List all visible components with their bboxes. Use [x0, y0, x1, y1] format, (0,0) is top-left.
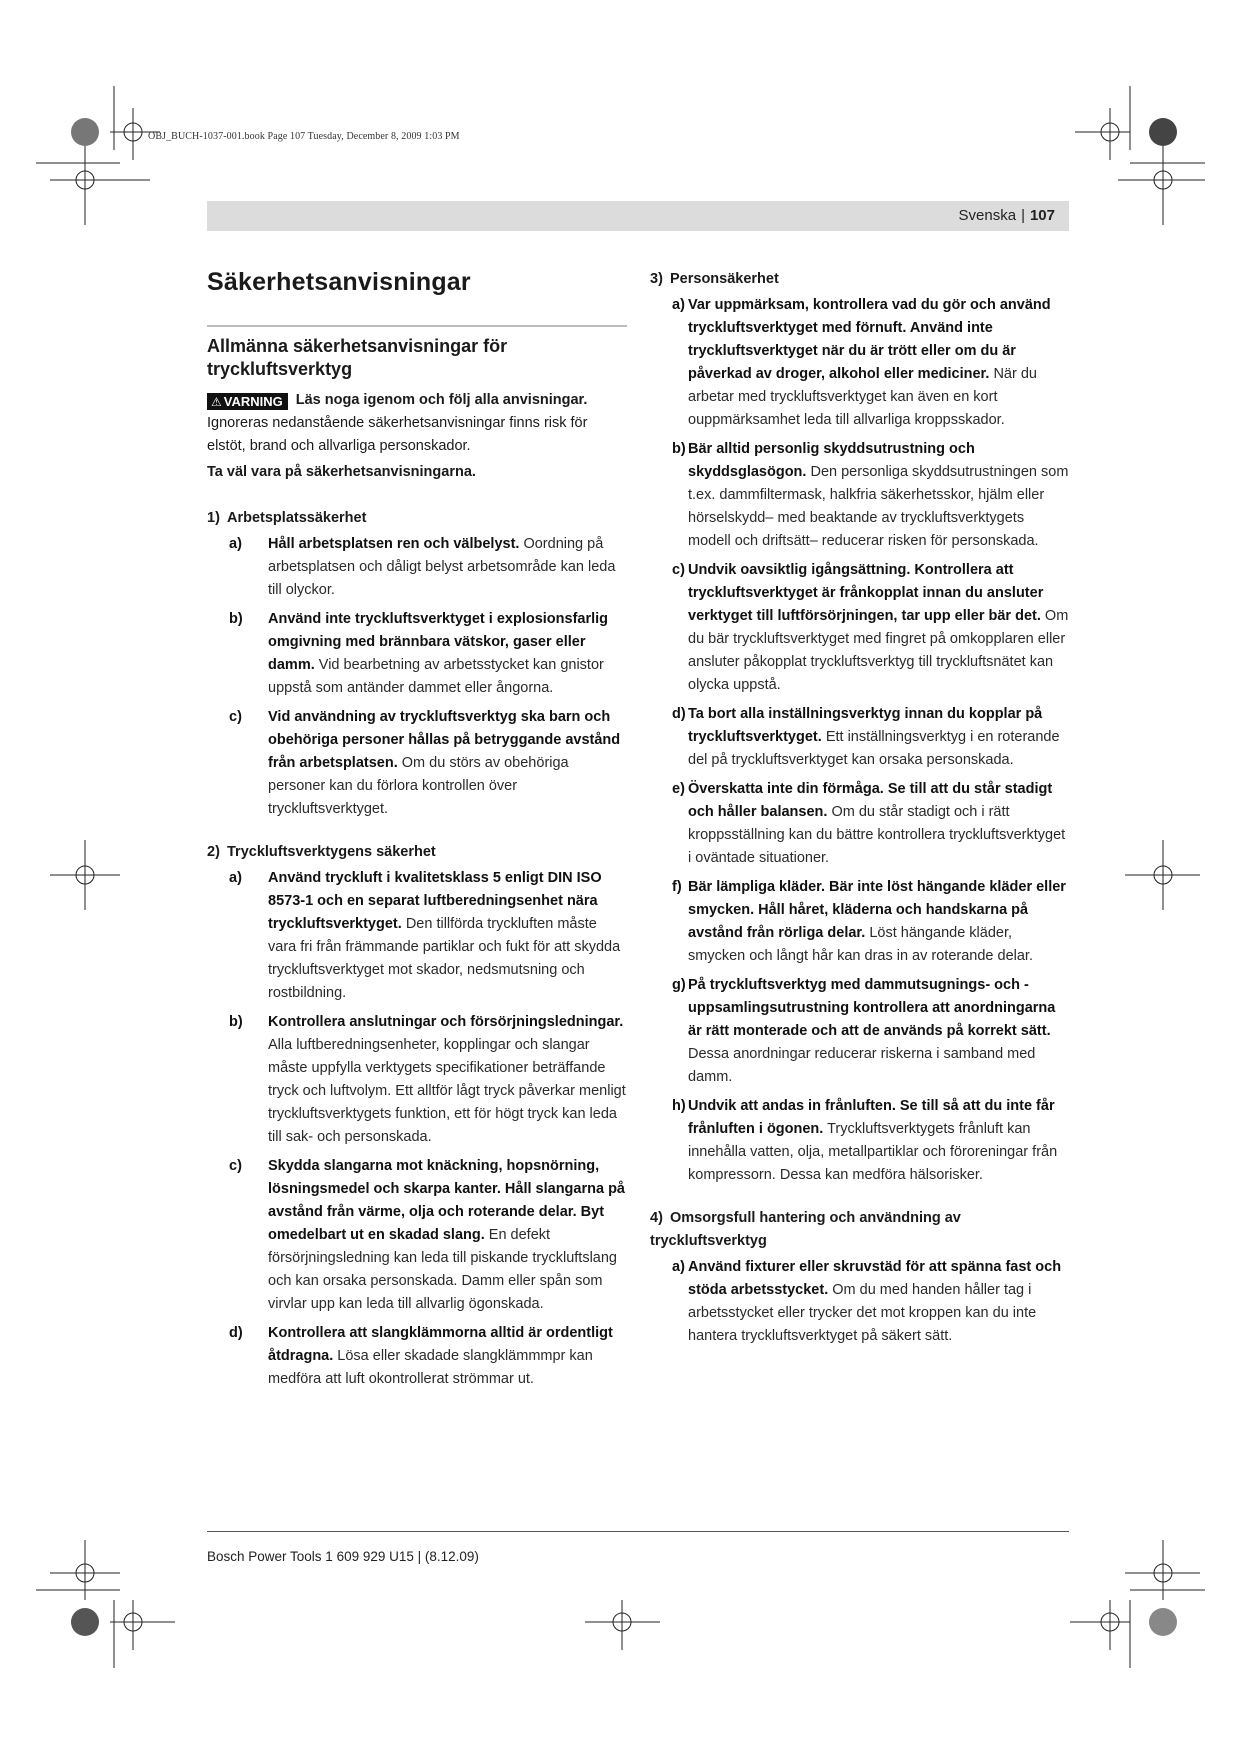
- section-number: 1): [207, 510, 220, 526]
- item-text: Oordning på arbetsplatsen och dåligt belyst arbetsområde kan leda till olyckor.: [268, 536, 616, 598]
- section-title-text: Arbetsplatssäkerhet: [227, 510, 367, 526]
- item-text: Lösa eller skadade slangklämmmpr kan medföra att luft okontrollerat strömmar ut.: [268, 1348, 593, 1387]
- list-item: [672, 559, 1070, 697]
- list-item: [672, 974, 1070, 1089]
- page-title: Säkerhetsanvisningar: [207, 268, 471, 296]
- list-item: [229, 706, 627, 821]
- item-text: Alla luftberedningsenheter, kopplingar och slangar måste uppfylla verktygets specifikationer beträffande tryck och luftvolym. Ett alltför lågt tryck påverkar menligt tryckluftsverktygets funktion, ett för högt tryck kan leda till sak- och personskada.: [268, 1037, 626, 1145]
- section-number: 3): [650, 271, 663, 287]
- item-bold: Var uppmärksam, kontrollera vad du gör och använd tryckluftsverktyget med förnuft. Använd inte tryckluftsverktyget när du är trött eller om du är påverkad av droger, alkohol eller mediciner.: [688, 297, 1051, 382]
- list-item: [229, 1011, 627, 1149]
- general-heading: Allmänna säkerhetsanvisningar för tryckluftsverktyg: [207, 336, 508, 379]
- item-bold: Kontrollera anslutningar och försörjningsledningar.: [268, 1014, 624, 1030]
- item-text: Om du står stadigt och i rätt kroppsställning kan du bättre kontrollera tryckluftsverktyget i oväntade situationer.: [688, 804, 1066, 866]
- warning-label: VARNING: [223, 394, 283, 409]
- list-item: [672, 778, 1070, 870]
- item-letter: d): [229, 1325, 243, 1341]
- section-title-4: [650, 1207, 1070, 1253]
- item-text: Om du med handen håller tag i arbetsstycket eller trycker det mot kroppen kan du inte hantera tryckluftsverktyget på säkert sätt.: [688, 1282, 1037, 1344]
- item-letter: c): [229, 1158, 242, 1174]
- list-item: [672, 703, 1070, 772]
- item-text: Dessa anordningar reducerar riskerna i samband med damm.: [688, 1046, 1036, 1085]
- item-bold: Bär alltid personlig skyddsutrustning och skyddsglasögon.: [688, 441, 975, 480]
- item-letter: a): [229, 870, 242, 886]
- list-item: [229, 533, 627, 602]
- section-title-text: Personsäkerhet: [670, 271, 779, 287]
- list-item: [672, 1095, 1070, 1187]
- item-letter: c): [229, 709, 242, 725]
- page-number: 107: [1029, 207, 1055, 224]
- footer-rule: [207, 1531, 1069, 1532]
- item-letter: e): [672, 781, 685, 797]
- footer: Bosch Power Tools 1 609 929 U15 | (8.12.09): [207, 1549, 479, 1564]
- section-number: 4): [650, 1210, 663, 1226]
- section-title-text: Omsorgsfull hantering och användning av tryckluftsverktyg: [650, 1210, 961, 1249]
- item-letter: b): [229, 1014, 243, 1030]
- item-text: En defekt försörjningsledning kan leda till piskande tryckluftslang och kan orsaka personskada. Damm eller spån som virvlar upp kan leda till allvarlig ögonskada.: [268, 1227, 617, 1312]
- item-letter: d): [672, 706, 686, 722]
- section-title-1: [207, 507, 627, 530]
- item-text: Ett inställningsverktyg i en roterande del på tryckluftsverktyget kan orsaka personskada.: [688, 729, 1060, 768]
- list-item: [672, 438, 1070, 553]
- item-bold: Använd fixturer eller skruvstäd för att spänna fast och stöda arbetsstycket.: [688, 1259, 1062, 1298]
- item-text: Den tillförda tryckluften måste vara fri från främmande partiklar och fukt för att skydda tryckluftsverktyget mot skador, nedsmutsning och rostbildning.: [268, 916, 621, 1001]
- item-bold: Vid användning av tryckluftsverktyg ska barn och obehöriga personer hållas på betryggande avstånd från arbetsplatsen.: [268, 709, 621, 771]
- list-item: [229, 867, 627, 1005]
- item-bold: Använd tryckluft i kvalitetsklass 5 enligt DIN ISO 8573-1 och en separat luftberedningsenhet nära tryckluftsverktyget.: [268, 870, 602, 932]
- item-text: Om du störs av obehöriga personer kan du förlora kontrollen över tryckluftsverktyget.: [268, 755, 569, 817]
- item-bold: På tryckluftsverktyg med dammutsugnings- och -uppsamlingsutrustning kontrollera att anordningarna är rätt monterade och att de används på korrekt sätt.: [688, 977, 1056, 1039]
- warning-triangle-icon: ⚠: [211, 395, 222, 409]
- item-bold: Skydda slangarna mot knäckning, hopsnörning, lösningsmedel och skarpa kanter. Håll slangarna på avstånd från värme, olja och roterande delar. Byt omedelbart ut en skadad slang.: [268, 1158, 625, 1243]
- item-bold: Ta bort alla inställningsverktyg innan du kopplar på tryckluftsverktyget.: [688, 706, 1043, 745]
- list-item: [672, 876, 1070, 968]
- warning-badge: [207, 393, 288, 410]
- list-item: [672, 1256, 1070, 1348]
- warning-block: [207, 389, 627, 458]
- print-header: OBJ_BUCH-1037-001.book Page 107 Tuesday, December 8, 2009 1:03 PM: [148, 131, 460, 142]
- page-header-bar: [207, 201, 1069, 231]
- item-letter: g): [672, 977, 686, 993]
- section-title-3: [650, 268, 1070, 291]
- item-text: Den personliga skyddsutrustningen som t.ex. dammfiltermask, halkfria säkerhetsskor, hjälm eller hörselskydd– med beaktande av tryckluftsverktygets modell och driftsätt– reducerar risken för personskada.: [688, 464, 1069, 549]
- item-text: När du arbetar med tryckluftsverktyget kan även en kort ouppmärksamhet leda till allvarliga kroppsskador.: [688, 366, 1037, 428]
- header-language: Svenska: [958, 207, 1017, 224]
- item-letter: b): [229, 611, 243, 627]
- list-item: [229, 608, 627, 700]
- item-text: Löst hängande kläder, smycken och långt hår kan dras in av roterande delar.: [688, 925, 1033, 964]
- item-bold: Överskatta inte din förmåga. Se till att du står stadigt och håller balansen.: [688, 781, 1053, 820]
- list-item: [229, 1322, 627, 1391]
- item-bold: Håll arbetsplatsen ren och välbelyst.: [268, 536, 520, 552]
- item-letter: h): [672, 1098, 686, 1114]
- item-bold: Bär lämpliga kläder. Bär inte löst hängande kläder eller smycken. Håll håret, kläderna och handskarna på avstånd från rörliga delar.: [688, 879, 1066, 941]
- section-number: 2): [207, 844, 220, 860]
- item-bold: Undvik att andas in frånluften. Se till så att du inte får frånluften i ögonen.: [688, 1098, 1055, 1137]
- section-title-2: [207, 841, 627, 864]
- list-item: [229, 1155, 627, 1316]
- item-text: Tryckluftsverktygets frånluft kan innehålla vatten, olja, metallpartiklar och föroreningar från kompressorn. Dessa kan medföra hälsorisker.: [688, 1121, 1058, 1183]
- item-bold: Använd inte tryckluftsverktyget i explosionsfarlig omgivning med brännbara vätskor, gaser eller damm.: [268, 611, 609, 673]
- takeaway-text: Ta väl vara på säkerhetsanvisningarna.: [207, 464, 476, 480]
- right-column: [650, 268, 1070, 1354]
- section-title-text: Tryckluftsverktygens säkerhet: [227, 844, 436, 860]
- item-letter: f): [672, 879, 682, 895]
- item-letter: a): [229, 536, 242, 552]
- header-language-pagenum: [959, 207, 1055, 224]
- item-text: Om du bär tryckluftsverktyget med fingret på omkopplaren eller ansluter påkopplat tryckluftsverktyg till tryckluftsnätet kan olycka uppstå.: [688, 608, 1069, 693]
- item-letter: a): [672, 297, 685, 313]
- item-text: Vid bearbetning av arbetsstycket kan gnistor uppstå som antänder dammet eller ångorna.: [268, 657, 604, 696]
- left-column: [207, 268, 627, 1397]
- list-item: [672, 294, 1070, 432]
- header-separator: |: [1021, 207, 1025, 224]
- item-letter: b): [672, 441, 686, 457]
- item-bold: Undvik oavsiktlig igångsättning. Kontrollera att tryckluftsverktyget är frånkopplat innan du ansluter verktyget till luftförsörjningen, tar upp eller bär det.: [688, 562, 1044, 624]
- item-letter: a): [672, 1259, 685, 1275]
- item-letter: c): [672, 562, 685, 578]
- heading-rule: [207, 325, 627, 327]
- warning-text: Ignoreras nedanstående säkerhetsanvisningar finns risk för elstöt, brand och allvarliga personskador.: [207, 415, 588, 454]
- warning-bold-text: Läs noga igenom och följ alla anvisningar.: [295, 392, 588, 408]
- item-bold: Kontrollera att slangklämmorna alltid är ordentligt åtdragna.: [268, 1325, 613, 1364]
